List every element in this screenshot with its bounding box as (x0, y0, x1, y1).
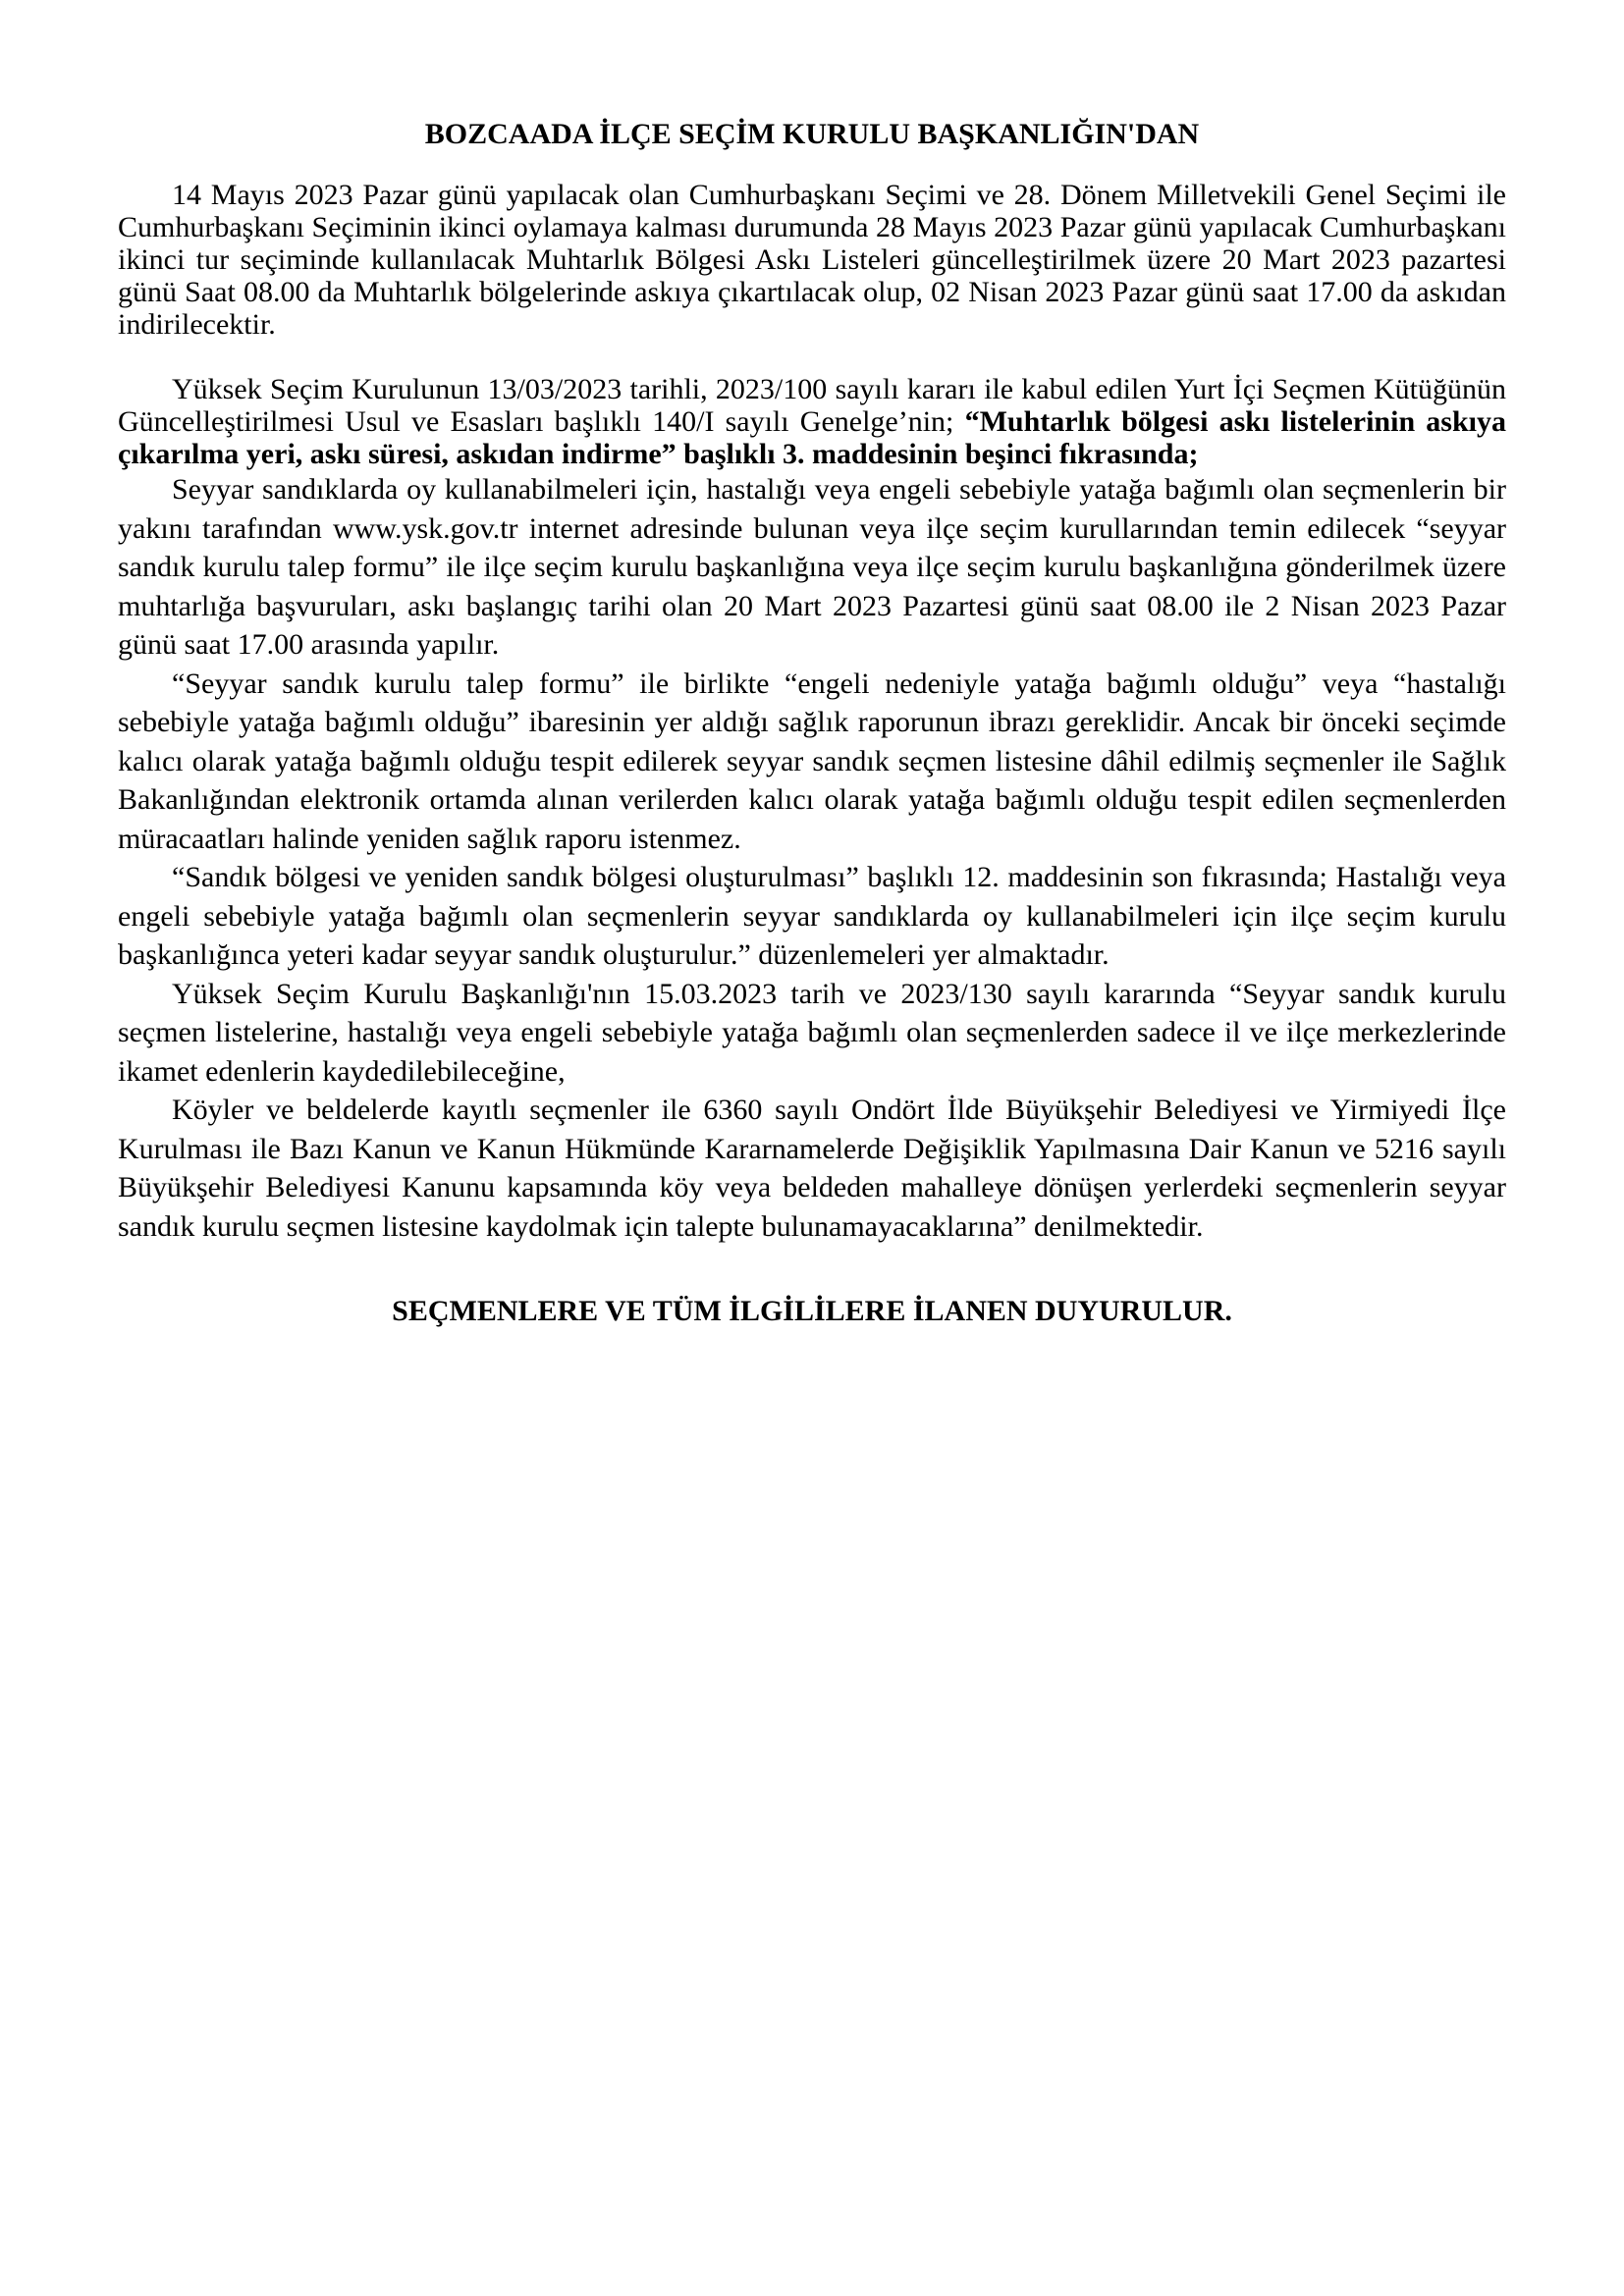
document-title: BOZCAADA İLÇE SEÇİM KURULU BAŞKANLIĞIN'DAN (424, 118, 1200, 150)
paragraph-ysk-decision: Yüksek Seçim Kurulu Başkanlığı'nın 15.03.2023 tarih ve 2023/130 sayılı kararında “Seyyar sandık kurulu seçmen listelerine, hastalığı veya engeli sebebiyle yatağa bağımlı olan seçmenlerden sadece il ve ilçe merkezlerinde ikamet edenlerin kaydedilebileceğine, (118, 977, 1506, 1088)
closing-announcement: SEÇMENLERE VE TÜM İLGİLİLERE İLANEN DUYURULUR. (392, 1295, 1232, 1327)
paragraph-announcement: 14 Mayıs 2023 Pazar günü yapılacak olan Cumhurbaşkanı Seçimi ve 28. Dönem Milletvekili Genel Seçimi ile Cumhurbaşkanı Seçiminin ikinci oylamaya kalması durumunda 28 Mayıs 2023 Pazar günü yapılacak Cumhurbaşkanı ikinci tur seçiminde kullanılacak Muhtarlık Bölgesi Askı Listeleri güncelleştirilmek üzere 20 Mart 2023 pazartesi günü Saat 08.00 da Muhtarlık bölgelerinde askıya çıkartılacak olup, 02 Nisan 2023 Pazar günü saat 17.00 da askıdan indirilecektir. (118, 179, 1506, 341)
paragraph-villages: Köyler ve beldelerde kayıtlı seçmenler ile 6360 sayılı Ondört İlde Büyükşehir Belediyesi ve Yirmiyedi İlçe Kurulması ile Bazı Kanun ve Kanun Hükmünde Kararnamelerde Değişiklik Yapılmasına Dair Kanun ve 5216 sayılı Büyükşehir Belediyesi Kanunu kapsamında köy veya beldeden mahalleye dönüşen yerlerdeki seçmenlerin seyyar sandık kurulu seçmen listesine kaydolmak için talepte bulunamayacaklarına” denilmektedir. (118, 1094, 1506, 1243)
paragraph-regulation-bold: “Muhtarlık bölgesi askı listelerinin askıya çıkarılma yeri, askı süresi, askıdan indirme” başlıklı 3. maddesinin beşinci fıkrasında; (118, 405, 1506, 470)
paragraph-ballot-region: “Sandık bölgesi ve yeniden sandık bölgesi oluşturulması” başlıklı 12. maddesinin son fıkrasında; Hastalığı veya engeli sebebiyle yatağa bağımlı olan seçmenlerin seyyar sandıklarda oy kullanabilmeleri için ilçe seçim kurulu başkanlığınca yeteri kadar seyyar sandık oluşturulur.” düzenlemeleri yer almaktadır. (118, 861, 1506, 971)
paragraph-health-report: “Seyyar sandık kurulu talep formu” ile birlikte “engeli nedeniyle yatağa bağımlı olduğu” veya “hastalığı sebebiyle yatağa bağımlı olduğu” ibaresinin yer aldığı sağlık raporunun ibrazı gereklidir. Ancak bir önceki seçimde kalıcı olarak yatağa bağımlı olduğu tespit edilerek seyyar sandık seçmen listesine dâhil edilmiş seçmenler ile Sağlık Bakanlığından elektronik ortamda alınan verilerden kalıcı olarak yatağa bağımlı olduğu tespit edilen seçmenlerden müracaatları halinde yeniden sağlık raporu istenmez. (118, 667, 1506, 855)
paragraph-regulation-intro: Yüksek Seçim Kurulunun 13/03/2023 tarihli, 2023/100 sayılı kararı ile kabul edilen Yurt İçi Seçmen Kütüğünün Güncelleştirilmesi Usul ve Esasları başlıklı 140/I sayılı Genelge’nin; (118, 373, 1506, 438)
paragraph-regulation-reference (118, 373, 1506, 470)
document-body (118, 116, 1506, 1330)
paragraph-mobile-ballot-application: Seyyar sandıklarda oy kullanabilmeleri için, hastalığı veya engeli sebebiyle yatağa bağımlı olan seçmenlerin bir yakını tarafından www.ysk.gov.tr internet adresinde bulunan veya ilçe seçim kurullarından temin edilecek “seyyar sandık kurulu talep formu” ile ilçe seçim kurulu başkanlığına veya ilçe seçim kurulu başkanlığına gönderilmek üzere muhtarlığa başvuruları, askı başlangıç tarihi olan 20 Mart 2023 Pazartesi günü saat 08.00 ile 2 Nisan 2023 Pazar günü saat 17.00 arasında yapılır. (118, 473, 1506, 661)
